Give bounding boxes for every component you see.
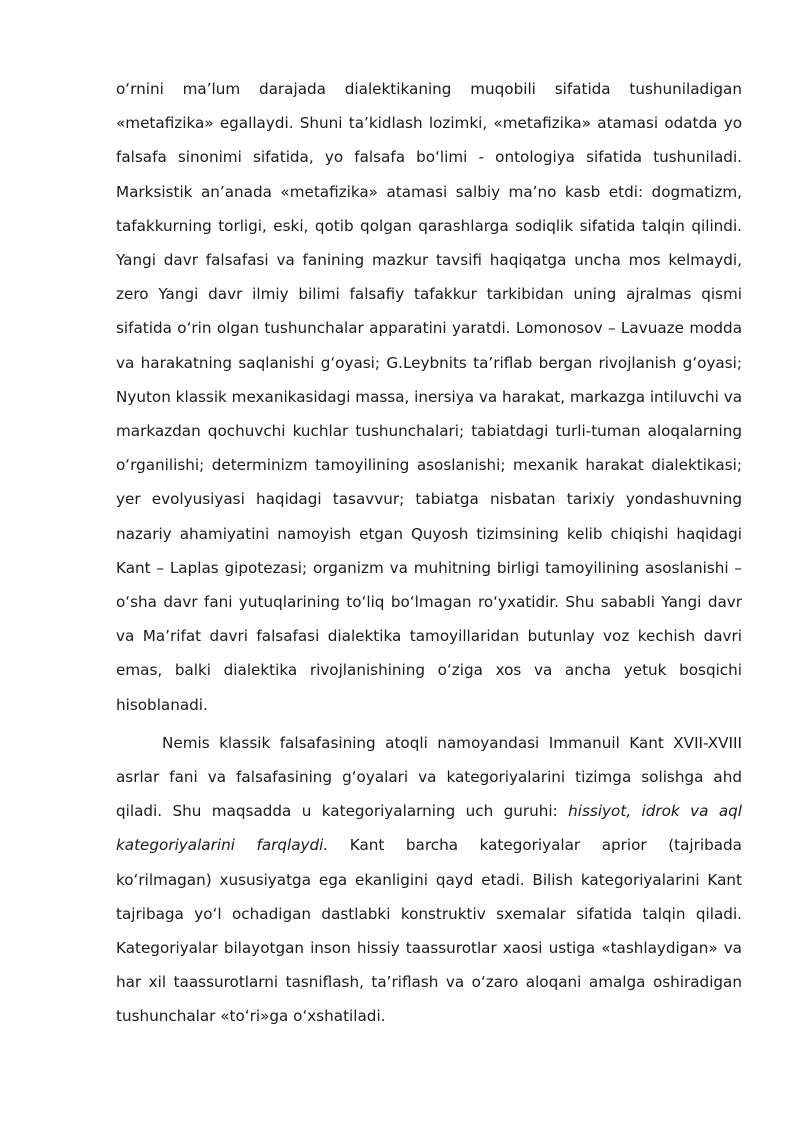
paragraph-1: oʻrnini maʼlum darajada dialektikaning muqobili sifatida tushuniladigan «metafizika» egallaydi. Shuni taʼkidlash lozimki, «metafizika» atamasi odatda yo falsafa sinonimi sifatida, yo falsafa boʻlimi - ontologiya sifatida tushuniladi. Marksistik anʼanada «metafizika» atamasi salbiy maʼno kasb etdi: dogmatizm, tafakkurning torligi, eski, qotib qolgan qarashlarga sodiqlik sifatida talqin qilindi. Yangi davr falsafasi va fanining mazkur tavsifi haqiqatga uncha mos kelmaydi, zero Yangi davr ilmiy bilimi falsafiy tafakkur tarkibidan uning ajralmas qismi sifatida oʻrin olgan tushunchalar apparatini yaratdi. Lomonosov – Lavuaze modda va harakatning saqlanishi gʻoyasi; G.Leybnits taʼriflab bergan rivojlanish gʻoyasi; Nyuton klassik mexanikasidagi massa, inersiya va harakat, markazga intiluvchi va markazdan qochuvchi kuchlar tushunchalari; tabiatdagi turli-tuman aloqalarning oʻrganilishi; determinizm tamoyilining asoslanishi; mexanik harakat dialektikasi; yer evolyusiyasi haqidagi tasavvur; tabiatga nisbatan tarixiy yondashuvning nazariy ahamiyatini namoyish etgan Quyosh tizimsining kelib chiqishi haqidagi Kant – Laplas gipotezasi; organizm va muhitning birligi tamoyilining asoslanishi – oʻsha davr fani yutuqlarining toʻliq boʻlmagan roʻyxatidir. Shu sababli Yangi davr va Maʼrifat davri falsafasi dialektika tamoyillaridan butunlay voz kechish davri emas, balki dialektika rivojlanishining oʻziga xos va ancha yetuk bosqichi hisoblanadi. [116,80,743,714]
paragraph-2 [116,726,742,1034]
paragraph-2-start: Nemis klassik falsafasining atoqli namoyandasi Immanuil Kant XVII-XVIII asrlar fani va falsafasining gʻoyalari va kategoriyalarini tizimga solishga ahd qiladi. Shu maqsadda u kategoriyalarning uch guruhi: [116,733,742,821]
paragraph-2-end: Kant barcha kategoriyalar aprior (tajribada koʻrilmagan) xususiyatga ega ekanligini qayd etadi. Bilish kategoriyalarini Kant tajribaga yoʻl ochadigan dastlabki konstruktiv sxemalar sifatida talqin qiladi. Kategoriyalar bilayotgan inson hissiy taassurotlar xaosi ustiga «tashlaydigan» va har xil taassurotlarni tasniflash, taʼriflash va oʻzaro aloqani amalga oshiradigan tushunchalar «toʻri»ga oʻxshatiladi. [116,836,742,1026]
paragraph-2-italic: hissiyot, idrok va aql kategoriyalarini farqlaydi. [116,802,742,855]
document-page [116,72,742,1034]
